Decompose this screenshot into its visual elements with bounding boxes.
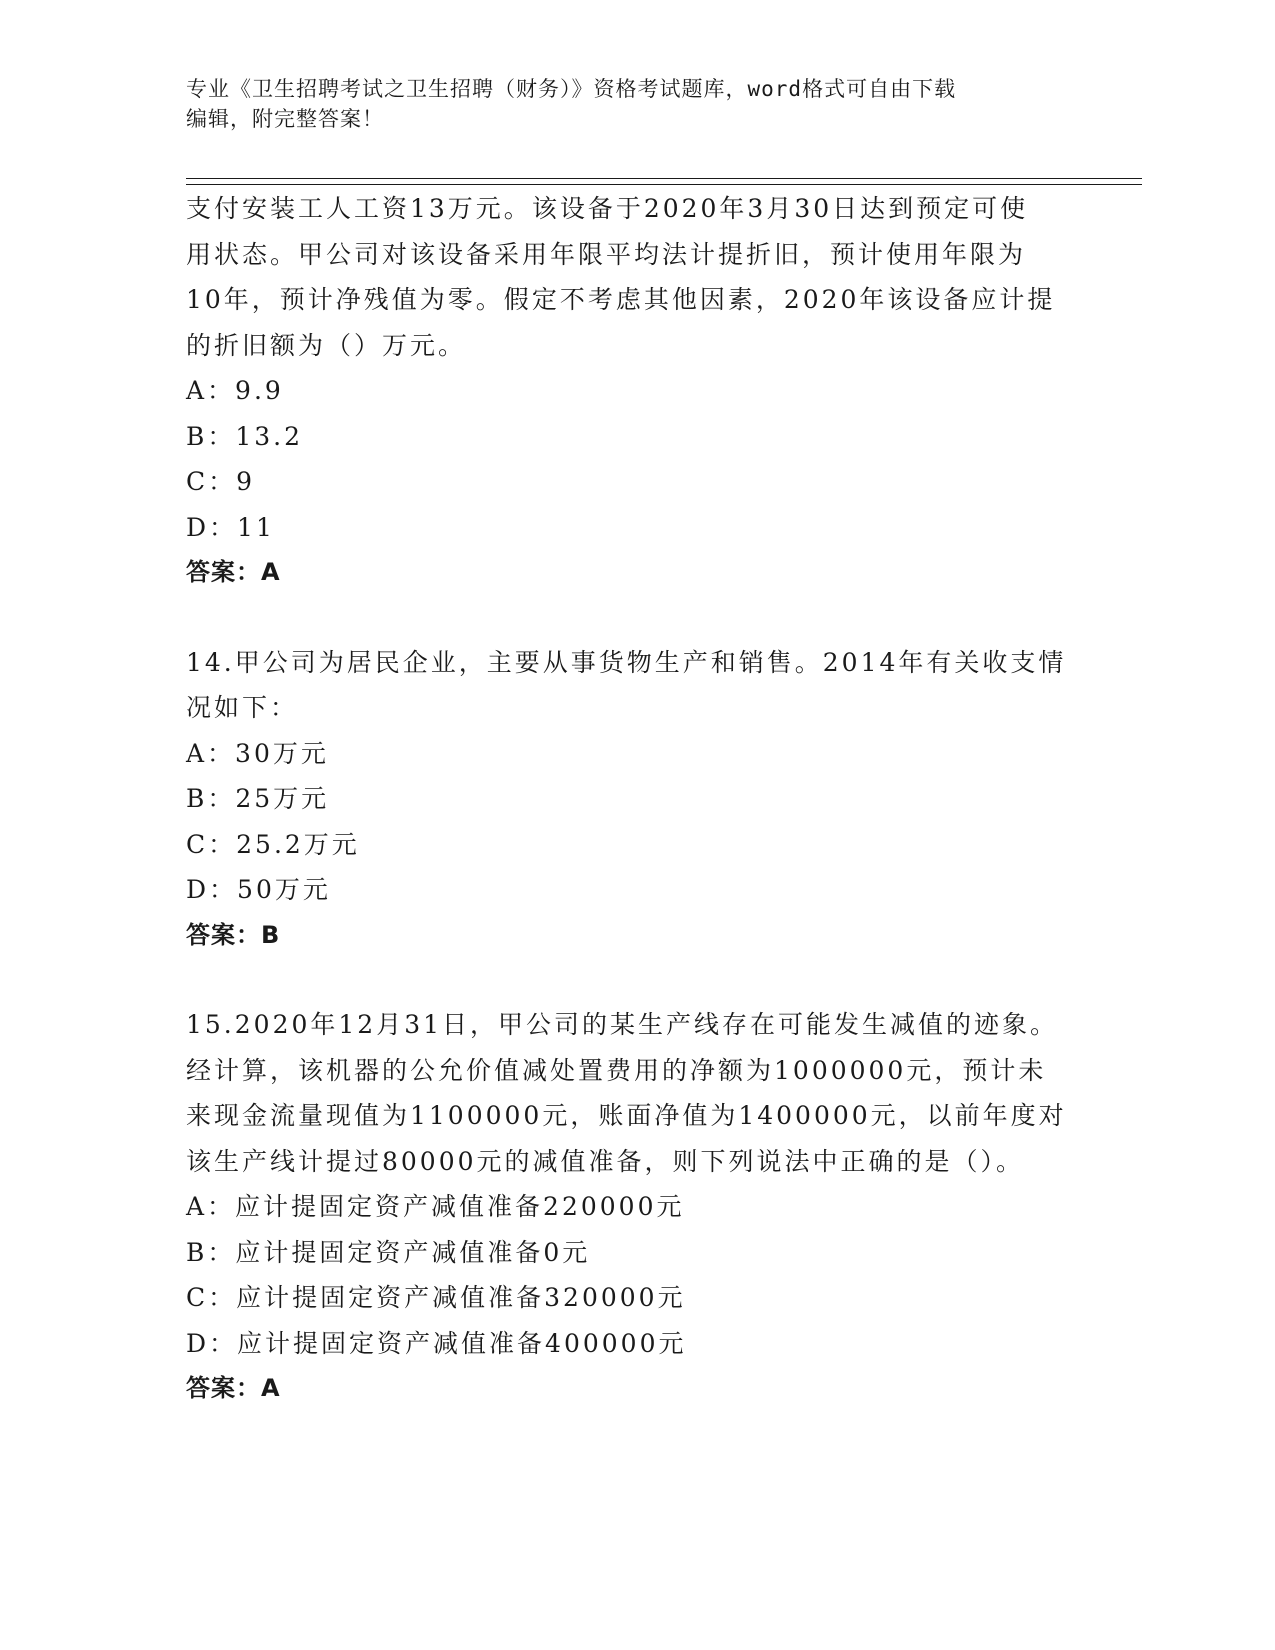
option-b: B：13.2 [186,421,304,451]
header-line-2: 编辑，附完整答案！ [186,107,384,131]
answer-label: 答案：B [186,920,281,949]
question-stem-line: 的折旧额为（）万元。 [186,330,467,360]
spacer [186,958,1086,1002]
question-stem-line: 15.2020年12月31日，甲公司的某生产线存在可能发生减值的迹象。 [186,1010,1059,1039]
option-c: C：应计提固定资产减值准备320000元 [186,1283,686,1312]
option-c: C：9 [186,467,256,496]
question-stem-line: 来现金流量现值为1100000元，账面净值为1400000元，以前年度对 [186,1101,1067,1130]
option-d: D：应计提固定资产减值准备400000元 [186,1328,687,1358]
header-divider [186,178,1142,185]
question-stem-line: 用状态。甲公司对该设备采用年限平均法计提折旧，预计使用年限为 [186,239,1027,269]
option-b: B：应计提固定资产减值准备0元 [186,1237,591,1267]
document-header [186,74,1086,134]
option-d: D：50万元 [186,875,331,904]
question-stem-line: 该生产线计提过80000元的减值准备，则下列说法中正确的是（）。 [186,1146,1025,1176]
option-a: A：30万元 [186,738,329,768]
option-a: A：应计提固定资产减值准备220000元 [186,1192,685,1221]
question-13 [186,186,1086,596]
option-b: B：25万元 [186,784,330,813]
question-stem-line: 10年，预计净残值为零。假定不考虑其他因素，2020年该设备应计提 [186,285,1056,314]
spacer [186,596,1086,640]
option-d: D：11 [186,512,275,542]
question-stem-line: 14.甲公司为居民企业，主要从事货物生产和销售。2014年有关收支情 [186,647,1067,677]
answer-label: 答案：A [186,1374,281,1402]
question-14 [186,640,1086,959]
question-stem-line: 况如下： [186,693,299,722]
option-a: A：9.9 [186,376,284,405]
question-stem-line: 支付安装工人工资13万元。该设备于2020年3月30日达到预定可使 [186,194,1029,223]
option-c: C：25.2万元 [186,829,360,859]
question-15 [186,1002,1086,1412]
document-body [186,186,1086,1412]
header-line-1: 专业《卫生招聘考试之卫生招聘（财务）》资格考试题库，word格式可自由下载 [186,77,957,101]
answer-label: 答案：A [186,558,281,586]
question-stem-line: 经计算，该机器的公允价值减处置费用的净额为1000000元，预计未 [186,1055,1047,1085]
